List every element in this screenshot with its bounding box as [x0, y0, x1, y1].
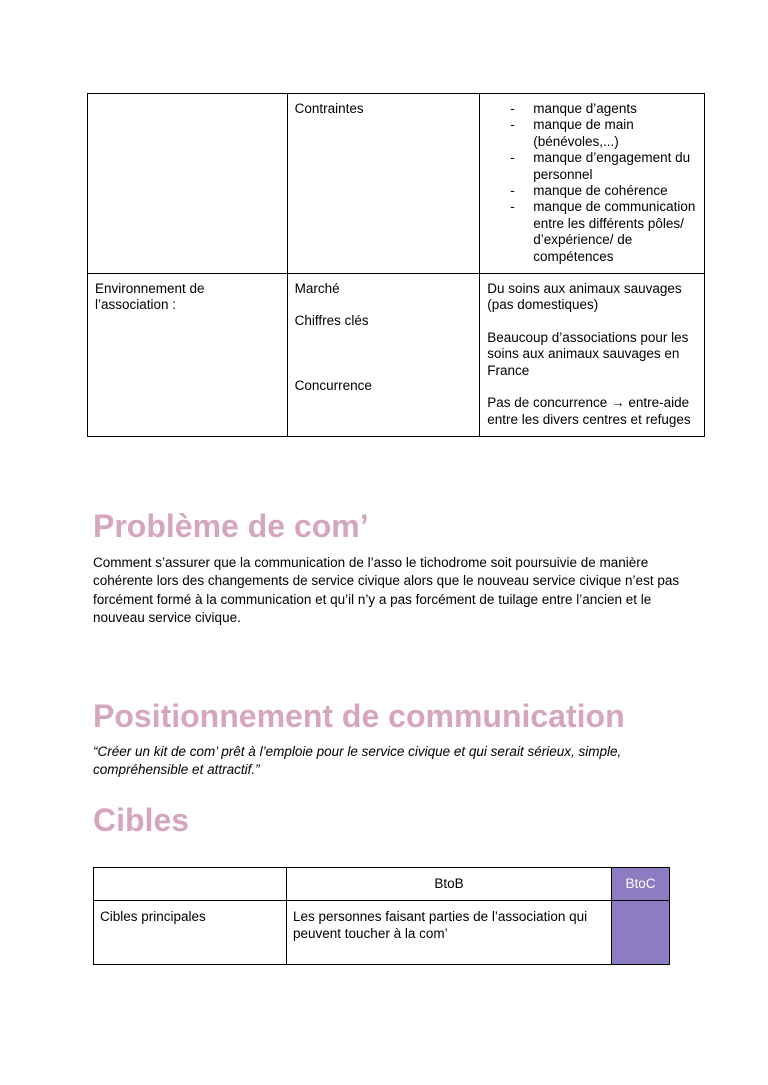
constraints-cell	[480, 94, 705, 274]
table-row	[94, 901, 670, 965]
label-competition: Concurrence	[294, 377, 372, 393]
labels-cell	[287, 274, 480, 437]
table-row	[88, 94, 705, 274]
values-cell	[480, 274, 705, 437]
list-item: - manque d’agents	[487, 101, 697, 117]
table-cell-empty	[88, 94, 288, 274]
header-cell-empty	[94, 868, 287, 901]
row-btob-cell: Les personnes faisant parties de l’association qui peuvent toucher à la com’	[287, 901, 612, 965]
label-market: Marché	[294, 281, 340, 297]
value-key-figures: Beaucoup d’associations pour les soins aux animaux sauvages en France	[487, 329, 689, 378]
heading-cibles: Cibles	[93, 802, 190, 838]
heading-probleme: Problème de com’	[93, 508, 369, 544]
list-item: - manque de main (bénévoles,...)	[487, 117, 697, 150]
list-item: - manque d’engagement du personnel	[487, 150, 697, 183]
header-cell-btob: BtoB	[287, 868, 612, 901]
cibles-table	[93, 867, 670, 965]
value-competition: Pas de concurrence → entre-aide entre les divers centres et refuges	[487, 395, 691, 427]
header-cell-btoc: BtoC	[612, 868, 670, 901]
label-key-figures: Chiffres clés	[294, 313, 369, 329]
table-row	[88, 274, 705, 437]
table-header-row	[94, 868, 670, 901]
section-label-cell: Environnement de l’association :	[88, 274, 288, 437]
value-market: Du soins aux animaux sauvages (pas domestiques)	[487, 281, 682, 313]
list-item: - manque de cohérence	[487, 183, 697, 199]
environment-table	[87, 93, 705, 437]
list-item: - manque de communication entre les différents pôles/ d’expérience/ de compétences	[487, 199, 697, 265]
constraints-list	[487, 101, 697, 265]
heading-positionnement: Positionnement de communication	[93, 698, 625, 734]
row-btoc-cell	[612, 901, 670, 965]
row-label-cell: Cibles principales	[94, 901, 287, 965]
probleme-text: Comment s’assurer que la communication de l’asso le tichodrome soit poursuivie de manière cohérente lors des changements de service civique alors que le nouveau service civique n’est pas forcément formé à la communication et qu’il n’y a pas forcément de tuilage entre l’ancien et le nouveau service civique.	[93, 555, 680, 626]
positionnement-quote: “Créer un kit de com’ prêt à l’emploie pour le service civique et qui serait sérieux, simple, compréhensible et attractif.”	[93, 744, 622, 778]
table-cell-label: Contraintes	[287, 94, 480, 274]
